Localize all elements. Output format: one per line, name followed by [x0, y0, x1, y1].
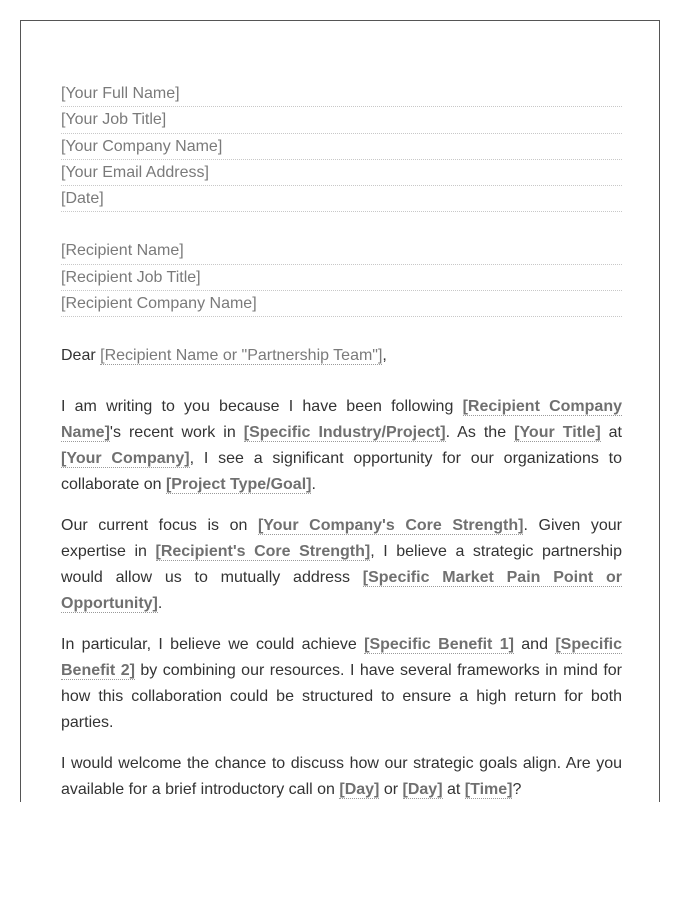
paragraph-text: at: [600, 424, 622, 442]
recipient-company-name-field[interactable]: [Recipient Company Name]: [61, 291, 622, 317]
salutation-suffix: ,: [382, 347, 387, 365]
sender-email-field[interactable]: [Your Email Address]: [61, 160, 622, 186]
paragraph-text: I am writing to you because I have been following: [61, 398, 463, 416]
body-paragraph: [61, 513, 622, 617]
date-field[interactable]: [Date]: [61, 186, 622, 212]
placeholder-field[interactable]: [Specific Benefit 1]: [364, 636, 514, 654]
placeholder-field[interactable]: [Recipient Company Name]: [61, 398, 623, 442]
sender-full-name-field[interactable]: [Your Full Name]: [61, 81, 622, 107]
paragraph-text: by combining our resources. I have several frameworks in mind for how this collaboration could be structured to ensure a high return for both parties.: [61, 662, 623, 732]
recipient-name-field[interactable]: [Recipient Name]: [61, 238, 622, 264]
placeholder-field[interactable]: [Recipient's Core Strength]: [155, 543, 371, 561]
recipient-job-title-field[interactable]: [Recipient Job Title]: [61, 265, 622, 291]
body-paragraph: [61, 632, 622, 736]
paragraph-text: at: [442, 781, 465, 799]
body-paragraph: [61, 394, 622, 498]
placeholder-field[interactable]: [Specific Industry/Project]: [243, 424, 446, 442]
paragraph-text: or: [379, 781, 403, 799]
placeholder-field[interactable]: [Your Company]: [61, 450, 190, 468]
placeholder-field[interactable]: [Day]: [402, 781, 443, 799]
placeholder-field[interactable]: [Day]: [339, 781, 380, 799]
paragraph-text: In particular, I believe we could achieve: [61, 636, 365, 654]
paragraph-text: Our current focus is on: [61, 517, 258, 535]
paragraph-text: , I believe a strategic partnership would allow us to mutually address: [61, 543, 623, 587]
placeholder-field[interactable]: [Project Type/Goal]: [165, 476, 312, 494]
placeholder-field[interactable]: [Time]: [464, 781, 513, 799]
paragraph-text: . Given your expertise in: [61, 517, 622, 561]
paragraph-text: ?: [512, 781, 522, 799]
address-spacer: [61, 212, 622, 238]
salutation-name-placeholder[interactable]: [Recipient Name or "Partnership Team"]: [100, 347, 383, 365]
salutation: [61, 343, 622, 369]
paragraph-text: .: [311, 476, 316, 494]
body-paragraph: [61, 751, 622, 802]
salutation-prefix: Dear: [61, 347, 101, 365]
paragraph-text: 's recent work in: [109, 424, 244, 442]
placeholder-field[interactable]: [Your Title]: [514, 424, 601, 442]
letter-page: [20, 20, 660, 802]
paragraph-text: and: [513, 636, 556, 654]
paragraph-text: . As the: [445, 424, 515, 442]
paragraph-text: , I see a significant opportunity for our organizations to collaborate on: [61, 450, 622, 494]
placeholder-field[interactable]: [Specific Benefit 2]: [61, 636, 623, 680]
sender-job-title-field[interactable]: [Your Job Title]: [61, 107, 622, 133]
placeholder-field[interactable]: [Your Company's Core Strength]: [257, 517, 524, 535]
paragraph-text: I would welcome the chance to discuss how our strategic goals align. Are you available for a brief introductory call on: [61, 755, 622, 799]
placeholder-field[interactable]: [Specific Market Pain Point or Opportunity]: [61, 569, 623, 613]
letter-content: [61, 81, 622, 802]
sender-company-name-field[interactable]: [Your Company Name]: [61, 134, 622, 160]
paragraph-text: .: [157, 595, 163, 613]
